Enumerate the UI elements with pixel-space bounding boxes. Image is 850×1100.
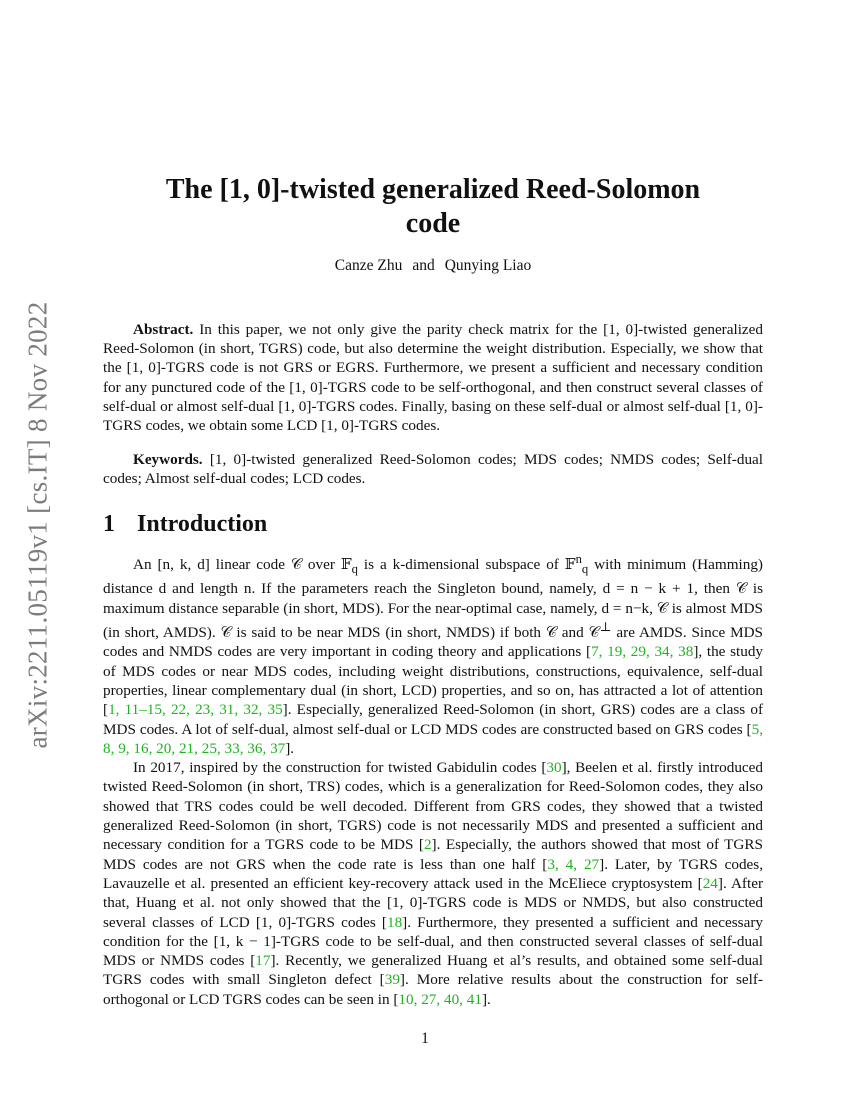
title-line-2: code [405, 208, 461, 239]
citation-link[interactable]: 2 [423, 836, 432, 854]
introduction-body [103, 550, 763, 1009]
citation-link[interactable]: 1, 11–15, 22, 23, 31, 32, 35 [108, 701, 283, 719]
intro-p1-text-4: are AMDS. Since MDS codes and NMDS codes are very important in coding theory and applications [ [103, 624, 763, 661]
citation-link[interactable]: 7, 19, 29, 34, 38 [591, 643, 694, 661]
citation-link[interactable]: 39 [384, 971, 400, 989]
keywords-label: Keywords. [133, 451, 203, 468]
intro-p1-sup-1: n [575, 552, 582, 566]
intro-paragraph-2 [103, 758, 763, 1009]
section-heading [103, 511, 267, 538]
paper-title [103, 173, 763, 241]
intro-p2-text-6: ]. Furthermore, they presented a sufficient and necessary condition for the [1, k − 1]-TGRS code to be self-dual, and then constructed several classes of self-dual MDS or NMDS codes [ [103, 913, 763, 970]
section-number: 1 [103, 511, 115, 537]
citation-link[interactable]: 30 [546, 759, 562, 777]
author-separator: and [412, 257, 435, 274]
intro-p1-text-5: ], the study of MDS codes or near MDS codes, including weight distributions, constructions, equivalence, self-dual properties, linear complementary dual (in short, LCD) properties, and so on, has attracted a lot of attention [ [103, 643, 764, 719]
author-2: Qunying Liao [444, 257, 532, 274]
keywords-text: [1, 0]-twisted generalized Reed-Solomon codes; MDS codes; NMDS codes; Self-dual codes; Almost self-dual codes; LCD codes. [103, 451, 763, 488]
citation-link[interactable]: 18 [386, 913, 403, 931]
intro-p2-text-7: ]. Recently, we generalized Huang et al’s results, and obtained some self-dual TGRS codes with small Singleton defect [ [103, 952, 764, 989]
arxiv-side-stamp [12, 290, 64, 760]
keywords [103, 450, 763, 488]
arxiv-identifier: arXiv:2211.05119v1 [cs.IT] 8 Nov 2022 [22, 301, 53, 749]
intro-p1-text-3: with minimum (Hamming) distance d and length n. If the parameters reach the Singleton bound, namely, d = n − k + 1, then 𝒞 is maximum distance separable (in short, MDS). For the near-optimal case, namely, d = n−k, 𝒞 is almost MDS (in short, AMDS). 𝒞 is said to be near MDS (in short, NMDS) if both 𝒞 and 𝒞 [103, 556, 763, 642]
intro-p2-text-4: ]. Later, by TGRS codes, Lavauzelle et al. presented an efficient key-recovery attack used in the McEliece cryptosystem [ [103, 855, 764, 892]
intro-p2-text-1: In 2017, inspired by the construction for twisted Gabidulin codes [ [133, 759, 547, 777]
intro-p1-sub-1: q [351, 562, 358, 577]
author-1: Canze Zhu [334, 257, 403, 274]
intro-p2-text-3: ]. Especially, the authors showed that most of TGRS MDS codes are not GRS when the code rate is less than one half [ [103, 836, 763, 873]
citation-link[interactable]: 5, 8, 9, 16, 20, 21, 25, 33, 36, 37 [103, 720, 763, 757]
intro-p2-text-9: ]. [481, 990, 491, 1008]
intro-p1-text-1: An [n, k, d] linear code 𝒞 over 𝔽 [133, 556, 352, 574]
citation-link[interactable]: 17 [255, 952, 271, 970]
section-title: Introduction [137, 511, 268, 537]
intro-p1-text-2: is a k-dimensional subspace of 𝔽 [357, 556, 576, 574]
intro-p1-sup-2: ⊥ [599, 619, 612, 634]
intro-p1-sub-2: q [581, 562, 589, 577]
author-list [103, 257, 763, 275]
page-number: 1 [421, 1030, 429, 1047]
abstract-text: In this paper, we not only give the parity check matrix for the [1, 0]-twisted generalized Reed-Solomon (in short, TGRS) code, but also determine the weight distribution. Especially, we show that the [1, 0]-TGRS code is not GRS or EGRS. Furthermore, we present a sufficient and necessary condition for any punctured code of the [1, 0]-TGRS code to be self-orthogonal, and then construct several classes of self-dual or almost self-dual [1, 0]-TGRS codes. Finally, basing on these self-dual or almost self-dual [1, 0]-TGRS codes, we obtain some LCD [1, 0]-TGRS codes. [103, 321, 763, 435]
intro-p1-text-7: ]. [285, 739, 295, 757]
title-line-1: The [1, 0]-twisted generalized Reed-Solomon [165, 174, 701, 205]
abstract-label: Abstract. [133, 321, 194, 338]
abstract [103, 320, 763, 435]
intro-p1-text-6: ]. Especially, generalized Reed-Solomon (in short, GRS) codes are a class of MDS codes. A lot of self-dual, almost self-dual or LCD MDS codes are constructed based on GRS codes [ [103, 701, 763, 738]
intro-p2-text-2: ], Beelen et al. firstly introduced twisted Reed-Solomon (in short, TRS) codes, which is a generalization for Reed-Solomon codes, they also showed that TRS codes could be well decoded. Different from GRS codes, they showed that a twisted generalized Reed-Solomon (in short, TGRS) code is not necessarily MDS and presented a sufficient and necessary condition for a TGRS code to be MDS [ [103, 759, 763, 854]
intro-p2-text-5: ]. After that, Huang et al. not only showed that the [1, 0]-TGRS code is MDS or NMDS, but also constructed several classes of LCD [1, 0]-TGRS codes [ [103, 874, 764, 931]
citation-link[interactable]: 24 [702, 874, 718, 892]
citation-link[interactable]: 3, 4, 27 [547, 855, 600, 873]
citation-link[interactable]: 10, 27, 40, 41 [398, 990, 482, 1008]
intro-p2-text-8: ]. More relative results about the construction for self-orthogonal or LCD TGRS codes can be seen in [ [103, 971, 763, 1008]
intro-paragraph-1 [103, 550, 763, 758]
